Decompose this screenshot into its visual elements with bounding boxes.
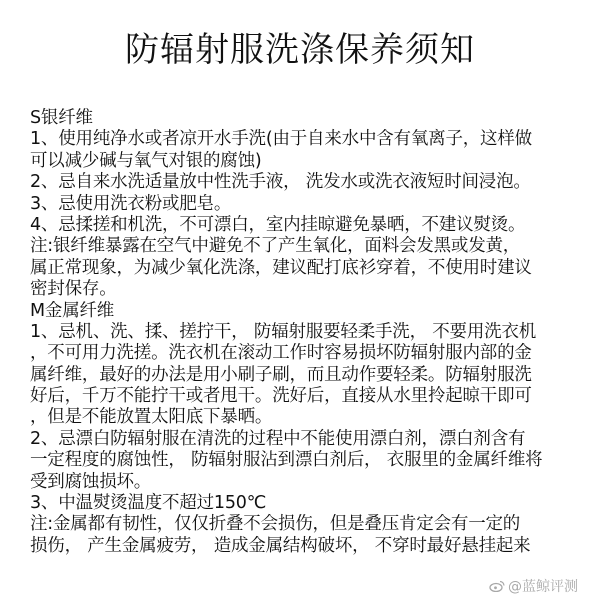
text-line: 一定程度的腐蚀性， 防辐射服沾到漂白剂后， 衣服里的金属纤维将 (30, 450, 543, 471)
text-line: 2、忌漂白防辐射服在清洗的过程中不能使用漂白剂，漂白剂含有 (30, 428, 526, 449)
page-title: 防辐射服洗涤保养须知 (125, 30, 475, 70)
note-line: 注:金属都有韧性，仅仅折叠不会损伤，但是叠压肯定会有一定的 (30, 514, 521, 535)
text-line: 3、中温熨烫温度不超过150℃ (30, 493, 267, 514)
note-line: 注:银纤维暴露在空气中避免不了产生氧化，面料会发黑或发黄， (30, 236, 521, 257)
text-line: 受到腐蚀损坏。 (30, 471, 152, 492)
note-line: 密封保存。 (30, 279, 117, 300)
text-line: ，不可用力洗搓。洗衣机在滚动工作时容易损坏防辐射服内部的金 (30, 343, 532, 364)
weibo-logo-icon (489, 580, 505, 592)
text-line: 2、忌自来水洗适量放中性洗手液， 洗发水或洗衣液短时间浸泡。 (30, 172, 531, 193)
document-body (30, 108, 585, 557)
note-line: 属正常现象，为减少氧化洗涤，建议配打底衫穿着，不使用时建议 (30, 257, 532, 278)
text-line: ，但是不能放置太阳底下暴晒。 (30, 407, 273, 428)
note-line: 损伤， 产生金属疲劳， 造成金属结构破坏， 不穿时最好悬挂起来 (30, 535, 531, 556)
watermark (489, 576, 578, 596)
watermark-text: @蓝鲸评测 (508, 579, 578, 595)
section-heading-silver-fiber: S银纤维 (30, 108, 93, 128)
text-line: 好后，千万不能拧干或者甩干。洗好后，直接从水里拎起晾干即可 (30, 386, 532, 407)
text-line: 3、忌使用洗衣粉或肥皂。 (30, 193, 232, 214)
text-line: 属纤维，最好的办法是用小刷子刷，而且动作要轻柔。防辐射服洗 (30, 364, 532, 385)
text-line: 1、忌机、洗、揉、搓拧干， 防辐射服要轻柔手洗， 不要用洗衣机 (30, 321, 537, 342)
text-line: 4、忌揉搓和机洗，不可漂白，室内挂晾避免暴晒，不建议熨烫。 (30, 214, 526, 235)
section-heading-metal-fiber: M金属纤维 (30, 300, 115, 321)
text-line: 可以减少碱与氧气对银的腐蚀) (30, 150, 262, 171)
text-line: 1、使用纯净水或者凉开水手洗(由于自来水中含有氧离子，这样做 (30, 129, 532, 150)
